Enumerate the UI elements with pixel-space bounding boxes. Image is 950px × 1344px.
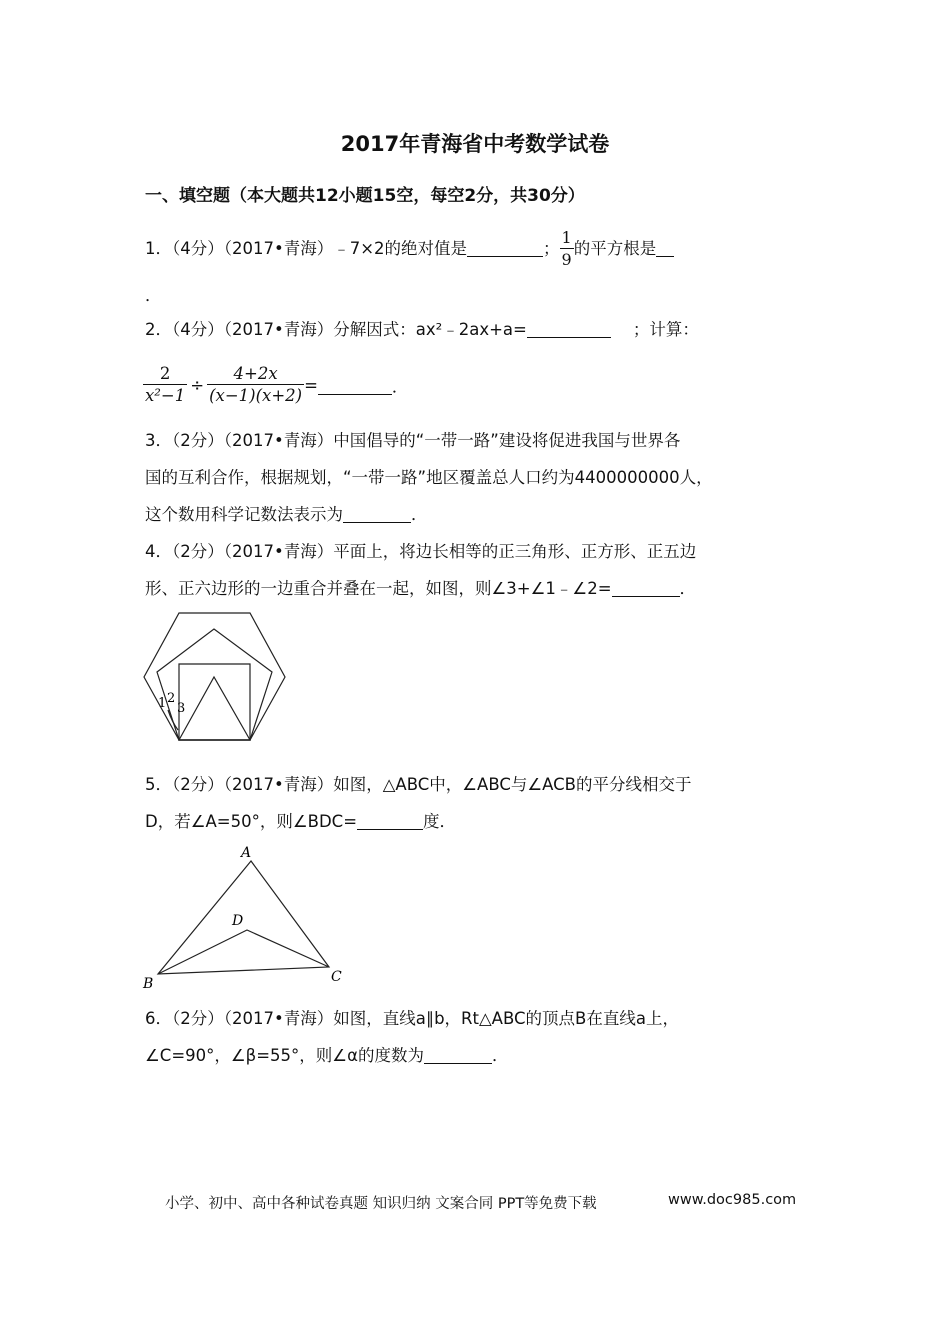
q2-text-b: ；计算： (632, 320, 699, 339)
vertex-b: B (143, 976, 154, 992)
angle-label-2: 2 (167, 691, 176, 706)
q2-fraction-1: $\frac{2}{\text{x²−1}}$ (145, 364, 186, 405)
q2-div: ÷ (190, 376, 205, 395)
q1-text-b: 的平方根是 (573, 239, 657, 258)
q5-end: 度． (423, 812, 457, 831)
q3-line-1: 3．（2分）（2017•青海）中国倡导的“一带一路”建设将促进我国与世界各 (145, 431, 681, 450)
q2-fraction-2: $\frac{4+2x}{(x-1)(x+2)}$ (209, 364, 303, 405)
q5-line-2 (145, 810, 456, 834)
q2-end: ． (391, 377, 409, 397)
q3-line-2: 国的互利合作，根据规划，“一带一路”地区覆盖总人口约为4400000000人， (145, 468, 713, 487)
q2-eq: = (304, 376, 318, 395)
q1-text: 1．（4分）（2017•青海）﹣7×2的绝对值是 (145, 239, 468, 258)
vertex-a: A (241, 845, 252, 861)
footer-text: 小学、初中、高中各种试卷真题 知识归纳 文案合同 PPT等免费下载 (165, 1196, 597, 1212)
triangle-abc (158, 861, 329, 974)
square (179, 664, 250, 740)
triangle (179, 677, 250, 740)
angle-label-3: 3 (177, 701, 186, 716)
q5-text: D，若∠A=50°，则∠BDC= (145, 812, 358, 831)
q1-fraction: $\frac{1}{9}$ (561, 228, 572, 269)
q6-end: ． (491, 1046, 509, 1065)
hexagon (144, 613, 285, 740)
q4-line-1: 4．（2分）（2017•青海）平面上，将边长相等的正三角形、正方形、正五边 (145, 542, 697, 561)
bisector-lines (158, 930, 329, 974)
q6-line-1: 6．（2分）（2017•青海）如图，直线a∥b，Rt△ABC的顶点B在直线a上， (145, 1009, 679, 1028)
section-heading: 一、填空题（本大题共12小题15空，每空2分，共30分） (145, 186, 585, 206)
q6-blank[interactable] (424, 1045, 492, 1064)
vertex-c: C (331, 969, 342, 985)
q3-text: 这个数用科学记数法表示为 (145, 505, 343, 524)
footer-url[interactable]: www.doc985.com (668, 1192, 797, 1208)
q1-sep: ； (543, 239, 560, 258)
page-title: 2017年青海省中考数学试卷 (340, 132, 610, 156)
angle-label-1: 1 (158, 696, 167, 711)
q4-text: 形、正六边形的一边重合并叠在一起，如图，则∠3+∠1﹣∠2= (145, 579, 612, 598)
q6-line-2 (145, 1044, 508, 1068)
q1-end: ． (145, 286, 162, 305)
q5-blank[interactable] (357, 811, 423, 830)
q2-text: 2．（4分）（2017•青海）分解因式：ax²﹣2ax+a= (145, 320, 527, 339)
q4-end: ． (679, 579, 697, 598)
q3-end: ． (411, 505, 428, 524)
q6-text: ∠C=90°，∠β=55°，则∠α的度数为 (145, 1046, 424, 1065)
q5-line-1: 5．（2分）（2017•青海）如图，△ABC中，∠ABC与∠ACB的平分线相交于 (145, 775, 692, 794)
vertex-d: D (232, 913, 244, 929)
